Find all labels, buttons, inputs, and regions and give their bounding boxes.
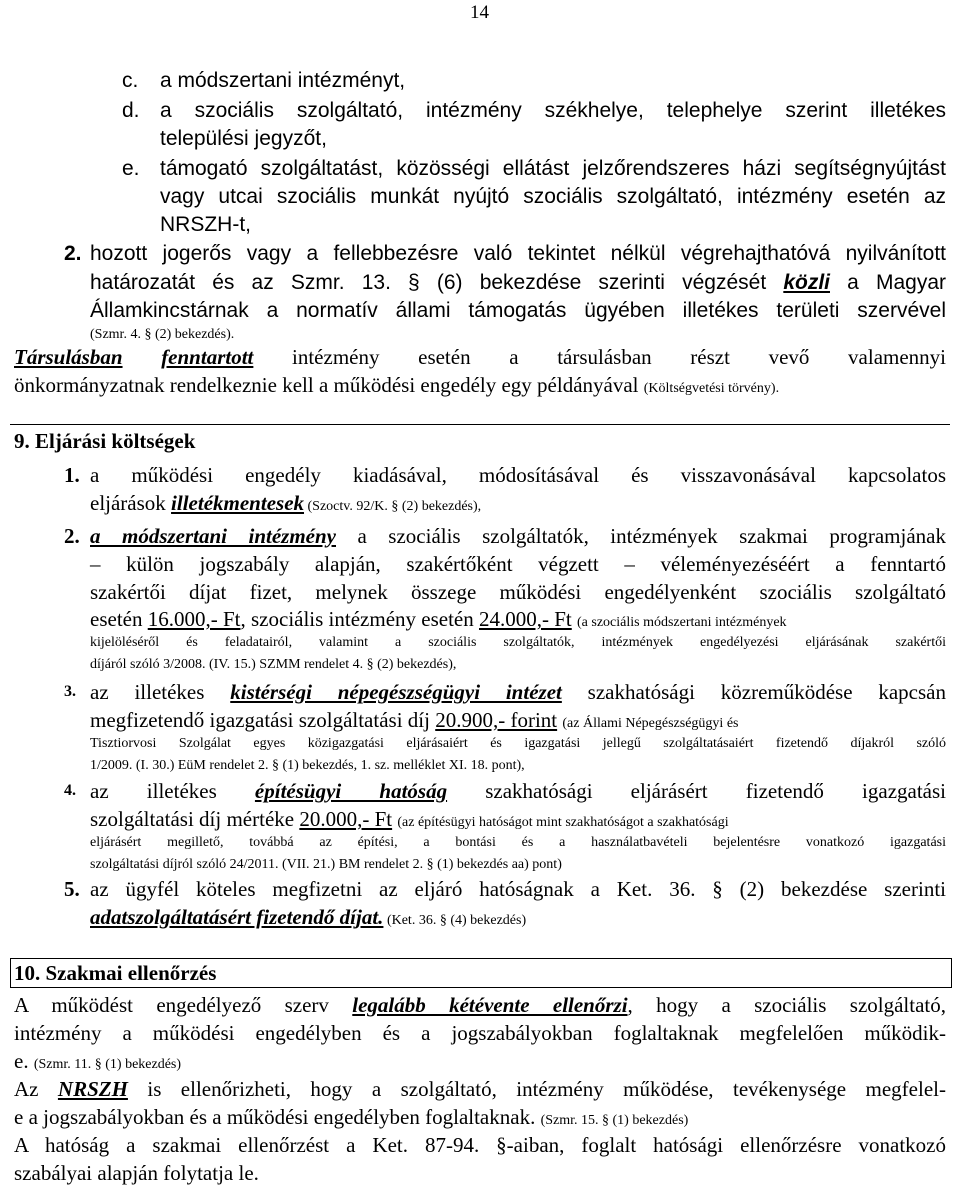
list-marker: c. [122, 69, 139, 92]
paragraph-line [14, 344, 946, 370]
text-run: határozatát és az Szmr. 13. § (6) bekezdése szerinti végzését [90, 271, 784, 294]
amount: 16.000,- Ft [147, 607, 241, 631]
text-run: intézmény esetén a társulásban részt vevő valamennyi [292, 345, 947, 369]
paragraph-line [90, 270, 946, 296]
amount: 20.900,- forint [435, 708, 558, 732]
paragraph-line [14, 1104, 688, 1134]
paragraph-line: intézmény a működési engedélyben és a jogszabályokban foglaltaknak megfelelően működik- [14, 1021, 946, 1045]
emphasis: illetékmentesek [171, 491, 305, 515]
text-run: szakhatósági eljárásért fizetendő igazgatási [447, 779, 946, 803]
reference: szolgáltatási díjról szóló 24/2011. (VII. 21.) BM rendelet 2. § (1) bekezdés aa) pont) [90, 857, 562, 872]
reference: Tisztiorvosi Szolgálat egyes közigazgatási eljárásaiért és igazgatási jellegű szolgáltatásaiért fizetendő díjakról szóló [90, 736, 946, 751]
emphasis: Társulásban [14, 345, 123, 369]
text-run: , hogy a szociális szolgáltató, [627, 993, 946, 1017]
reference: (Ket. 36. § (4) bekezdés) [383, 913, 527, 928]
reference: (Szmr. 11. § (1) bekezdés) [33, 1057, 182, 1072]
list-item-text: vagy utcai szociális munkát nyújtó szociális szolgáltató, intézmény esetén az [160, 185, 946, 208]
list-marker: 3. [64, 683, 76, 700]
emphasis: legalább kétévente ellenőrzi [352, 993, 628, 1017]
text-run: A működést engedélyező szerv [14, 993, 353, 1017]
emphasis: adatszolgáltatásért fizetendő díjat. [90, 905, 384, 929]
paragraph-line [90, 523, 946, 549]
reference: (az Állami Népegészségügyi és [562, 716, 739, 731]
list-marker: 1. [64, 463, 80, 487]
text-run: szolgáltatási díj mértéke [90, 807, 300, 831]
list-marker: d. [122, 99, 140, 122]
list-marker: 4. [64, 782, 76, 799]
list-marker: 5. [64, 877, 80, 901]
text-run: e. [14, 1049, 34, 1073]
list-item-text: NRSZH-t, [160, 213, 251, 236]
list-marker: 2. [64, 242, 82, 265]
reference: eljárásért megillető, továbbá az építési, a bontási és a használatbavételi bejelentésre vonatkozó igazgatási [90, 835, 946, 850]
text-run: a szociális szolgáltatók, intézmények szakmai programjának [336, 524, 946, 548]
paragraph-line: szakértői díjat fizet, melynek összege működési engedélyenként szociális szolgáltató [90, 580, 946, 604]
list-item-text: a módszertani intézményt, [160, 69, 406, 92]
list-marker: 2. [64, 524, 80, 548]
text-run: eljárások [90, 491, 172, 515]
page-number: 14 [470, 2, 489, 23]
text-run: az illetékes [90, 680, 231, 704]
reference: (Szoctv. 92/K. § (2) bekezdés), [304, 499, 482, 514]
text-run: megfizetendő igazgatási szolgáltatási díj [90, 708, 436, 732]
list-marker: e. [122, 157, 140, 180]
paragraph-line: Államkincstárnak a normatív állami támogatás ügyében illetékes területi szervével [90, 299, 946, 322]
paragraph-line [90, 904, 526, 934]
paragraph-line: az ügyfél köteles megfizetni az eljáró hatóságnak a Ket. 36. § (2) bekezdése szerinti [90, 877, 946, 901]
reference: kijelöléséről és feladatairól, valamint a szociális szolgáltatók, intézmények engedélyezési eljárásának szakértői [90, 635, 946, 650]
amount: 20.000,- Ft [299, 807, 393, 831]
amount: 24.000,- Ft [479, 607, 572, 631]
list-item-text: támogató szolgáltatást, közösségi ellátást jelzőrendszeres házi segítségnyújtást [160, 157, 946, 180]
text-run: a Magyar [830, 271, 947, 294]
emphasis: kistérségi népegészségügyi intézet [230, 680, 562, 704]
reference: (Szmr. 4. § (2) bekezdés). [90, 327, 235, 342]
emphasis: fenntartott [161, 345, 254, 369]
text-run: esetén [90, 607, 148, 631]
paragraph-line [14, 1076, 946, 1102]
reference: díjáról szóló 3/2008. (IV. 15.) SZMM rendelet 4. § (2) bekezdés), [90, 657, 457, 672]
reference: (az építésügyi hatóságot mint szakhatóságot a szakhatósági [397, 815, 729, 830]
reference: (Szmr. 15. § (1) bekezdés) [540, 1113, 689, 1128]
emphasis: NRSZH [57, 1077, 128, 1101]
text-run: , szociális intézmény esetén [240, 607, 479, 631]
text-run: is ellenőrizheti, hogy a szolgáltató, intézmény működése, tevékenysége megfelel- [127, 1077, 946, 1101]
paragraph-line [14, 992, 946, 1018]
divider [10, 424, 950, 425]
list-item-text: a szociális szolgáltató, intézmény székhelye, telephelye szerint illetékes [160, 99, 946, 122]
text-run: Az [14, 1077, 58, 1101]
paragraph-line: a működési engedély kiadásával, módosításával és visszavonásával kapcsolatos [90, 463, 946, 487]
section-heading: 10. Szakmai ellenőrzés [14, 961, 217, 985]
emphasis: a módszertani intézmény [90, 524, 336, 548]
paragraph-line [90, 778, 946, 804]
text-run: e a jogszabályokban és a működési engedélyben foglaltaknak. [14, 1105, 541, 1129]
reference: (Költségvetési törvény). [643, 381, 780, 396]
paragraph-line [90, 490, 481, 520]
reference: (a szociális módszertani intézmények [577, 615, 787, 630]
list-item-text: települési jegyzőt, [160, 127, 327, 150]
text-run: önkormányzatnak rendelkeznie kell a működési engedély egy példányával [14, 373, 639, 397]
paragraph-line [14, 1048, 181, 1078]
section-heading: 9. Eljárási költségek [14, 429, 196, 453]
paragraph-line: – külön jogszabály alapján, szakértőként végzett – véleményezéséért a fenntartó [90, 552, 946, 576]
paragraph-line: A hatóság a szakmai ellenőrzést a Ket. 87-94. §-aiban, foglalt hatósági ellenőrzésre vonatkozó [14, 1133, 946, 1157]
paragraph-line: hozott jogerős vagy a fellebbezésre való tekintet nélkül végrehajthatóvá nyilvánított [90, 242, 946, 265]
paragraph-line [90, 679, 946, 705]
paragraph-line [14, 372, 779, 402]
text-run: az illetékes [90, 779, 255, 803]
reference: 1/2009. (I. 30.) EüM rendelet 2. § (1) bekezdés, 1. sz. melléklet XI. 18. pont), [90, 758, 525, 773]
list-item-c [122, 68, 138, 94]
paragraph-line: szabályai alapján folytatja le. [14, 1161, 259, 1185]
emphasis: közli [783, 271, 830, 294]
text-run: szakhatósági közreműködése kapcsán [561, 680, 946, 704]
emphasis: építésügyi hatóság [254, 779, 448, 803]
